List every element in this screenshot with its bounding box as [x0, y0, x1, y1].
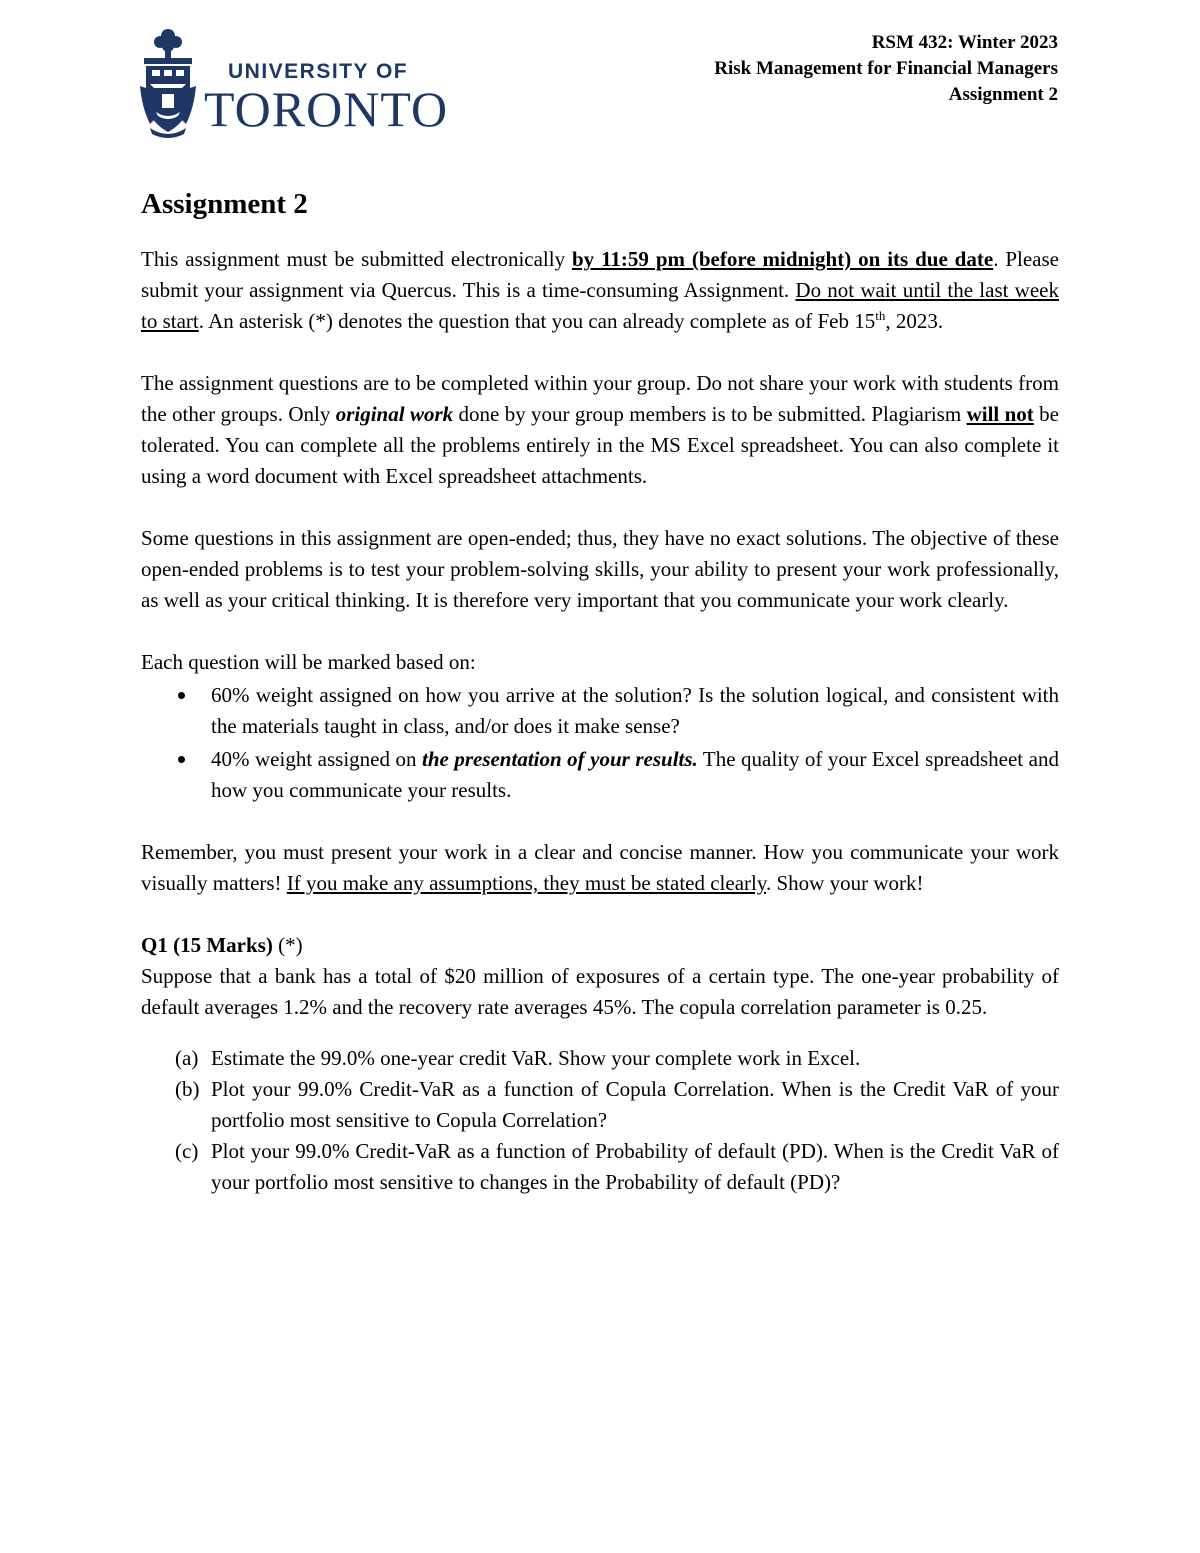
group-paragraph: [141, 368, 1059, 492]
logo-line-1: UNIVERSITY OF: [228, 60, 409, 83]
submission-paragraph: [141, 244, 1059, 337]
intro-text-2: . Please submit your assignment via Quercus. This is a time-consuming Assignment.: [141, 247, 1059, 302]
group-text-1: The assignment questions are to be completed within your group. Do not share your work with students from the other groups. Only: [141, 371, 1059, 426]
course-header: [714, 30, 1058, 108]
question-asterisk: (*): [272, 933, 303, 957]
question-parts-list: [141, 1043, 1059, 1198]
list-item: [141, 1043, 1059, 1074]
course-subtitle: Risk Management for Financial Managers: [714, 58, 1058, 79]
university-logo: [140, 28, 450, 140]
assumptions-note: If you make any assumptions, they must be stated clearly: [286, 871, 766, 895]
marking-criteria-list: [141, 680, 1059, 806]
bullet-icon: [178, 756, 185, 763]
intro-text-1: This assignment must be submitted electronically: [141, 247, 572, 271]
remember-paragraph: [141, 837, 1059, 899]
open-ended-paragraph: Some questions in this assignment are open-ended; thus, they have no exact solutions. The objective of these open-ended problems is to test your problem-solving skills, your ability to present your work professionally, as well as your critical thinking. It is therefore very important that you communicate your work clearly.: [141, 526, 1059, 612]
list-item: [141, 680, 1059, 742]
original-work-emphasis: original work: [335, 402, 454, 426]
date-superscript: th: [875, 308, 886, 323]
part-label: (a): [175, 1046, 199, 1070]
remember-text-1: Remember, you must present your work in a clear and concise manner. How you communicate your work visually matters!: [141, 840, 1059, 895]
crest-icon: [140, 28, 196, 140]
part-label: (c): [175, 1139, 199, 1163]
presentation-emphasis: the presentation of your results.: [421, 747, 698, 771]
question-body: Suppose that a bank has a total of $20 million of exposures of a certain type. The one-year probability of default averages 1.2% and the recovery rate averages 45%. The copula correlation parameter is 0.25.: [141, 964, 1059, 1019]
part-text: Estimate the 99.0% one-year credit VaR. Show your complete work in Excel.: [211, 1046, 861, 1070]
bullet-icon: [178, 692, 185, 699]
due-deadline: by 11:59 pm (before midnight) on its due date: [572, 247, 994, 271]
document-label: Assignment 2: [948, 84, 1058, 105]
part-text: Plot your 99.0% Credit-VaR as a function of Copula Correlation. When is the Credit VaR of your portfolio most sensitive to Copula Correlation?: [211, 1077, 1059, 1132]
group-text-3: be tolerated. You can complete all the problems entirely in the MS Excel spreadsheet. You can also complete it using a word document with Excel spreadsheet attachments.: [141, 402, 1059, 488]
list-item: [141, 1136, 1059, 1198]
logo-line-2: TORONTO: [204, 81, 449, 137]
remember-text-2: . Show your work!: [766, 871, 924, 895]
course-code: RSM 432: Winter 2023: [871, 32, 1058, 53]
question-title: Q1 (15 Marks): [141, 933, 273, 957]
start-early-warning: Do not wait until the last week to start: [141, 278, 1059, 333]
criterion-text-1: 40% weight assigned on: [211, 747, 422, 771]
part-label: (b): [175, 1077, 200, 1101]
criterion-text: 60% weight assigned on how you arrive at the solution? Is the solution logical, and consistent with the materials taught in class, and/or does it make sense?: [211, 683, 1059, 738]
page-title: Assignment 2: [141, 188, 308, 220]
document-body: [141, 184, 1059, 1198]
list-item: [141, 1074, 1059, 1136]
intro-text-3: . An asterisk (*) denotes the question that you can already complete as of Feb 15: [198, 309, 876, 333]
part-text: Plot your 99.0% Credit-VaR as a function of Probability of default (PD). When is the Credit VaR of your portfolio most sensitive to changes in the Probability of default (PD)?: [211, 1139, 1059, 1194]
group-text-2: done by your group members is to be submitted. Plagiarism: [453, 402, 967, 426]
marking-lead: Each question will be marked based on:: [141, 650, 476, 674]
criterion-text-2: The quality of your Excel spreadsheet and how you communicate your results.: [211, 747, 1059, 802]
intro-text-4: , 2023.: [885, 309, 944, 333]
will-not-emphasis: will not: [966, 402, 1034, 426]
question-heading: [141, 930, 1059, 961]
list-item: [141, 744, 1059, 806]
